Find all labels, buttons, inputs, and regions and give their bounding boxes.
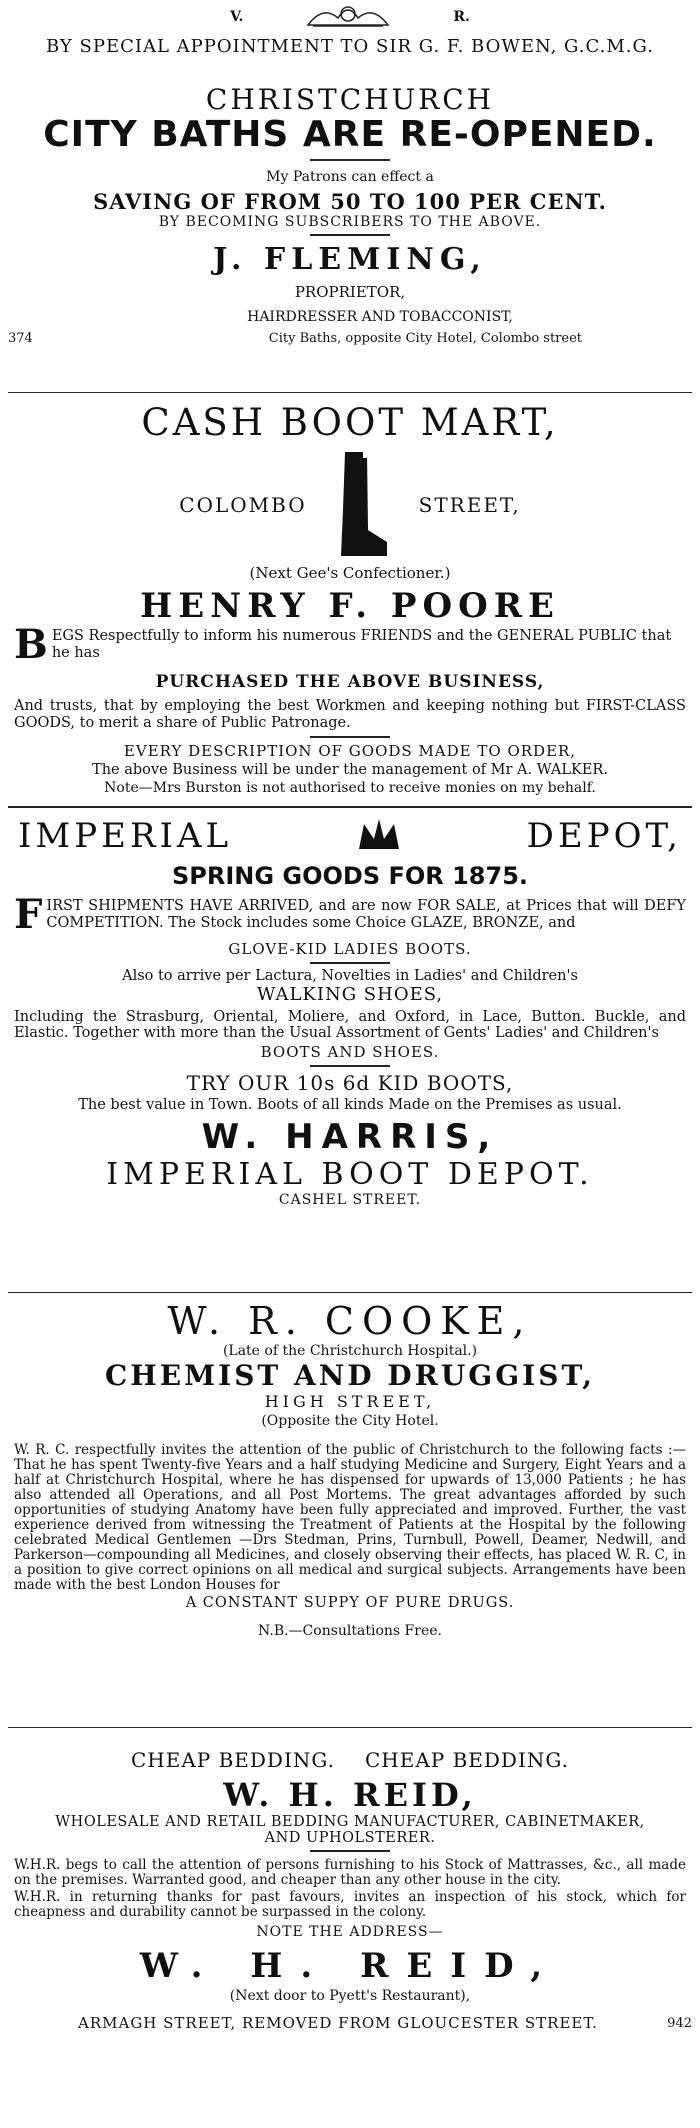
city-baths-advert <box>8 36 692 392</box>
colombo-word: COLOMBO <box>179 493 307 517</box>
divider <box>310 1850 390 1852</box>
boot-mart-title: CASH BOOT MART, <box>141 401 559 444</box>
high-street-line: HIGH STREET, <box>264 1392 436 1411</box>
cooke-advert <box>8 1299 692 1727</box>
next-door-line: (Next door to Pyett's Restaurant), <box>229 1988 471 2004</box>
cooke-body-paragraph: W. R. C. respectfully invites the attention of the public of Christchurch to the following facts :—That he has spent Twenty-five Years and a half studying Medicine and Surgery, Eight Years and a half at Christchurch Hospital, where he has dispensed for upwards of 13,000 Patients ; he has also attended all Operations, and all Post Mortems. The great advantages afforded by such opportunities of studying Anatomy have been fully appreciated and improved. Further, the vast experience derived from witnessing the Treatment of Patients at the Hospital by the following celebrated Medical Gentlemen —Drs Stedman, Prins, Turnbull, Powell, Deamer, Nedwill, and Parkerson—compounding all Medicines, and closely observing their effects, has placed W. R. C, in a position to give correct opinions on all medical and surgical subjects. Arrangements have been made with the best London Houses for <box>14 1442 686 1593</box>
section-rule <box>8 1292 692 1293</box>
advert-number: 374 <box>8 331 33 346</box>
boots-shoes-line: BOOTS AND SHOES. <box>260 1043 440 1061</box>
proprietor-line: PROPRIETOR, <box>294 283 406 301</box>
boot-icon <box>337 450 389 560</box>
reid-name-large: W. H. REID, <box>139 1946 561 1986</box>
cheap-bedding-left: CHEAP BEDDING. <box>131 1748 335 1772</box>
kid-boots-line: TRY OUR 10s 6d KID BOOTS, <box>186 1071 514 1095</box>
royal-crest-icon <box>303 0 393 34</box>
patrons-line: My Patrons can effect a <box>266 169 434 185</box>
cheap-bedding-right: CHEAP BEDDING. <box>365 1748 569 1772</box>
best-value-line: The best value in Town. Boots of all kinds Made on the Premises as usual. <box>78 1097 622 1113</box>
subscribers-line: BY BECOMING SUBSCRIBERS TO THE ABOVE. <box>158 214 542 230</box>
trusts-paragraph: And trusts, that by employing the best Workmen and keeping nothing but FIRST-CLASS GOODS, to merit a share of Public Patronage. <box>14 698 686 731</box>
spring-goods-line: SPRING GOODS FOR 1875. <box>171 862 529 890</box>
pure-drugs-line: A CONSTANT SUPPY OF PURE DRUGS. <box>185 1595 515 1611</box>
note-line: Note—Mrs Burston is not authorised to receive monies on my behalf. <box>104 780 596 796</box>
armagh-street-line: ARMAGH STREET, REMOVED FROM GLOUCESTER STREET. <box>78 2014 598 2032</box>
saving-line: SAVING OF FROM 50 TO 100 PER CENT. <box>93 189 607 214</box>
begs-paragraph: EGS Respectfully to inform his numerous FRIENDS and the GENERAL PUBLIC that he has <box>51 628 672 661</box>
section-rule <box>8 1727 692 1728</box>
header-right: R. <box>453 9 470 25</box>
header-left: V. <box>230 9 244 25</box>
harris-name: W. HARRIS, <box>201 1117 499 1157</box>
note-address-line: NOTE THE ADDRESS— <box>256 1924 444 1940</box>
imperial-boot-depot-line: IMPERIAL BOOT DEPOT. <box>106 1157 594 1192</box>
every-description-line: EVERY DESCRIPTION OF GOODS MADE TO ORDER, <box>123 742 577 760</box>
consultations-line: N.B.—Consultations Free. <box>258 1623 442 1639</box>
section-rule <box>8 806 692 808</box>
advert-number: 942 <box>667 2015 692 2031</box>
divider <box>310 159 390 161</box>
wholesale-line: WHOLESALE AND RETAIL BEDDING MANUFACTURER, CABINETMAKER, <box>55 1814 645 1830</box>
divider <box>310 962 390 964</box>
upholsterer-line: AND UPHOLSTERER. <box>264 1830 436 1846</box>
imperial-depot-advert <box>8 814 692 1292</box>
trade-line: HAIRDRESSER AND TOBACCONIST, <box>247 309 513 325</box>
address-line: City Baths, opposite City Hotel, Colombo street <box>268 331 582 346</box>
divider <box>310 234 390 236</box>
management-line: The above Business will be under the management of Mr A. WALKER. <box>92 762 608 778</box>
opposite-hotel-line: (Opposite the City Hotel. <box>261 1413 439 1429</box>
glove-kid-line: GLOVE-KID LADIES BOOTS. <box>228 940 472 958</box>
divider <box>310 1065 390 1067</box>
reid-advert <box>8 1748 692 2128</box>
masthead <box>8 0 692 34</box>
baths-reopened-heading: CITY BATHS ARE RE-OPENED. <box>43 114 657 155</box>
including-paragraph: Including the Strasburg, Oriental, Moliere, and Oxford, in Lace, Button. Buckle, and Elastic. Together with more than the Usual Assortment of Gents' Ladies' and Children's <box>14 1009 686 1041</box>
appointment-line: BY SPECIAL APPOINTMENT TO SIR G. F. BOWEN, G.C.M.G. <box>46 36 654 57</box>
chemist-druggist-line: CHEMIST AND DRUGGIST, <box>105 1359 595 1392</box>
depot-word: DEPOT, <box>526 816 682 856</box>
drop-cap-b: B <box>14 621 48 668</box>
first-shipments-paragraph: IRST SHIPMENTS HAVE ARRIVED, and are now FOR SALE, at Prices that will DEFY COMPETITION. The Stock includes some Choice GLAZE, BRONZE, and <box>46 898 686 931</box>
section-rule <box>8 392 692 393</box>
reid-body-paragraph-2: W.H.R. in returning thanks for past favours, invites an inspection of his stock, which for cheapness and durability cannot be surpassed in the colony. <box>14 1889 686 1920</box>
drop-cap-f: F <box>14 891 43 938</box>
reid-body-paragraph-1: W.H.R. begs to call the attention of persons furnishing to his Stock of Mattrasses, &c., all made on the premises. Warranted good, and cheaper than any other house in the city. <box>14 1857 686 1888</box>
christchurch-heading: CHRISTCHURCH <box>205 83 495 116</box>
cash-boot-mart-advert <box>8 401 692 806</box>
cooke-name: W. R. COOKE, <box>167 1299 533 1343</box>
crown-icon <box>354 814 404 858</box>
fleming-name: J. FLEMING, <box>213 242 487 277</box>
late-hospital-line: (Late of the Christchurch Hospital.) <box>222 1343 478 1359</box>
henry-poore-name: HENRY F. POORE <box>140 586 560 626</box>
divider <box>310 736 390 738</box>
walking-shoes-line: WALKING SHOES, <box>256 984 444 1005</box>
arrive-line: Also to arrive per Lactura, Novelties in Ladies' and Children's <box>122 968 578 984</box>
next-gees-line: (Next Gee's Confectioner.) <box>249 564 451 582</box>
street-word: STREET, <box>418 493 521 517</box>
imperial-word: IMPERIAL <box>18 816 233 856</box>
cashel-street-line: CASHEL STREET. <box>278 1192 422 1208</box>
purchased-line: PURCHASED THE ABOVE BUSINESS, <box>155 672 545 692</box>
reid-name: W. H. REID, <box>223 1776 477 1814</box>
